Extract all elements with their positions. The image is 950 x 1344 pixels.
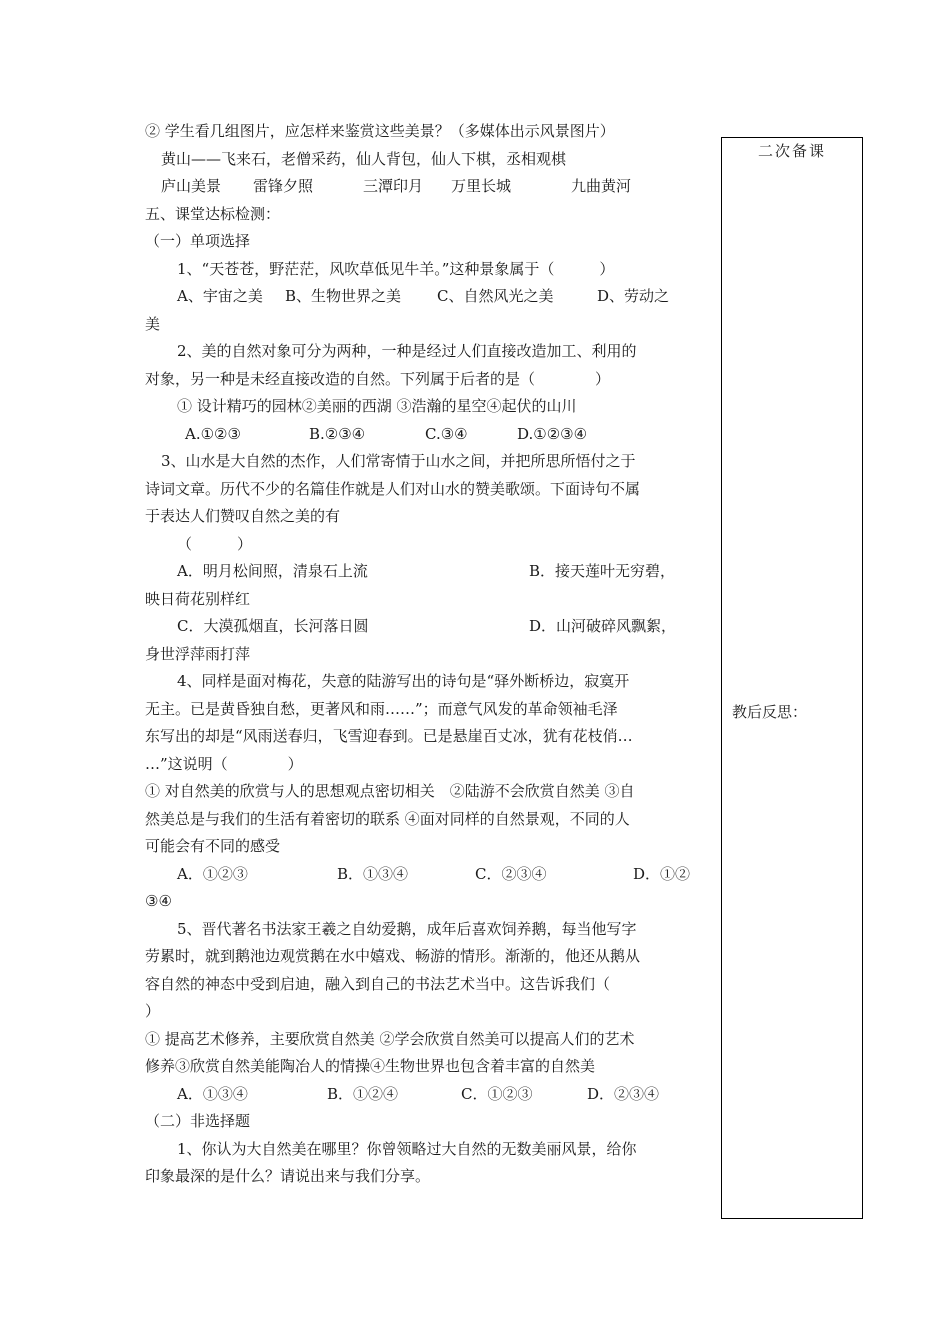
reflection-label: 教后反思：	[732, 703, 808, 721]
sidebar-title: 二次备课	[757, 142, 826, 160]
question-stem: 于表达人们赞叹自然之美的有	[145, 507, 341, 525]
subsection-title: （一）单项选择	[145, 232, 251, 250]
text-line: ② 学生看几组图片，应怎样来鉴赏这些美景？（多媒体出示风景图片）	[145, 122, 615, 140]
places-line	[145, 173, 715, 201]
section-title: 五、课堂达标检测：	[145, 204, 281, 223]
options-line	[145, 421, 715, 449]
option: B.②③④	[309, 424, 366, 443]
question-stem: 容自然的神态中受到启迪，融入到自己的书法艺术当中。这告诉我们（	[145, 974, 611, 993]
question-stem: 诗词文章。历代不少的名篇佳作就是人们对山水的赞美歌颂。下面诗句不属	[145, 479, 641, 498]
options-line	[145, 558, 715, 586]
option: C．②③④	[475, 864, 547, 883]
question-stem: 无主。已是黄昏独自愁，更著风和雨……”；而意气风发的革命领袖毛泽	[145, 699, 618, 718]
question-stem: 对象，另一种是未经直接改造的自然。下列属于后者的是（ ）	[145, 369, 611, 388]
option: D.①②③④	[517, 424, 588, 443]
question-stem: 3、山水是大自然的杰作，人们常寄情于山水之间，并把所思所悟付之于	[161, 452, 636, 470]
answer-blank: （ ）	[177, 534, 253, 553]
subsection-title: （二）非选择题	[145, 1112, 251, 1130]
text-line: 黄山——飞来石，老僧采药，仙人背包，仙人下棋，丞相观棋	[161, 149, 567, 168]
option: A、宇宙之美	[177, 287, 263, 305]
option: A．①③④	[177, 1084, 248, 1103]
question-stem: 5、晋代著名书法家王羲之自幼爱鹅，成年后喜欢饲养鹅，每当他写字	[177, 919, 637, 938]
question-stem: 4、同样是面对梅花，失意的陆游写出的诗句是“驿外断桥边，寂寞开	[177, 672, 630, 690]
question-items: 修养③欣赏自然美能陶冶人的情操④生物世界也包含着丰富的自然美	[145, 1057, 596, 1075]
question-items: 可能会有不同的感受	[145, 837, 281, 855]
place: 庐山美景	[161, 177, 222, 195]
option: D．②③④	[587, 1084, 660, 1103]
option: B．①③④	[337, 864, 409, 883]
text-line: 美	[145, 314, 161, 333]
question-stem: 1、“天苍苍，野茫茫，风吹草低见牛羊。”这种景象属于（ ）	[177, 259, 615, 278]
place: 九曲黄河	[571, 177, 632, 195]
options-line	[145, 861, 715, 889]
place: 万里长城	[451, 177, 512, 195]
text-line: ③④	[145, 892, 172, 910]
option: A．①②③	[177, 864, 248, 883]
place: 三潭印月	[363, 177, 424, 195]
second-preparation-box	[721, 137, 863, 1219]
option: A．明月松间照，清泉石上流	[177, 562, 368, 580]
text-line: 身世浮萍雨打萍	[145, 644, 251, 663]
option: C、自然风光之美	[437, 287, 554, 305]
option: B．①②④	[327, 1084, 399, 1103]
place: 雷锋夕照	[253, 177, 314, 195]
question-items: ① 设计精巧的园林②美丽的西湖 ③浩瀚的星空④起伏的山川	[177, 397, 577, 415]
question-stem: 2、美的自然对象可分为两种，一种是经过人们直接改造加工、利用的	[177, 342, 637, 360]
question-stem: 印象最深的是什么？请说出来与我们分享。	[145, 1167, 431, 1185]
option: D．山河破碎风飘絮，	[529, 617, 677, 635]
question-stem: 1、你认为大自然美在哪里？你曾领略过大自然的无数美丽风景，给你	[177, 1139, 637, 1158]
option: B．接天莲叶无穷碧，	[529, 562, 676, 580]
option: D、劳动之	[597, 287, 670, 305]
option: C．①②③	[461, 1084, 533, 1103]
question-items: ① 对自然美的欣赏与人的思想观点密切相关 ②陆游不会欣赏自然美 ③自	[145, 782, 635, 800]
question-stem: 劳累时，就到鹅池边观赏鹅在水中嬉戏、畅游的情形。渐渐的，他还从鹅从	[145, 947, 641, 965]
option: B、生物世界之美	[285, 287, 402, 305]
option: A.①②③	[185, 424, 241, 443]
options-line	[145, 283, 715, 311]
option: D．①②	[633, 864, 691, 883]
options-line	[145, 613, 715, 641]
question-stem: ）	[145, 1002, 161, 1020]
question-items: 然美总是与我们的生活有着密切的联系 ④面对同样的自然景观，不同的人	[145, 809, 630, 828]
question-items: ① 提高艺术修养，主要欣赏自然美 ②学会欣赏自然美可以提高人们的艺术	[145, 1029, 635, 1048]
options-line	[145, 1081, 715, 1109]
question-stem: 东写出的却是“风雨送春归，飞雪迎春到。已是悬崖百丈冰，犹有花枝俏…	[145, 727, 633, 745]
option: C.③④	[425, 424, 468, 443]
main-content	[145, 118, 715, 1191]
text-line: 映日荷花别样红	[145, 589, 251, 608]
option: C．大漠孤烟直，长河落日圆	[177, 617, 369, 635]
question-stem: …”这说明（ ）	[145, 754, 303, 773]
